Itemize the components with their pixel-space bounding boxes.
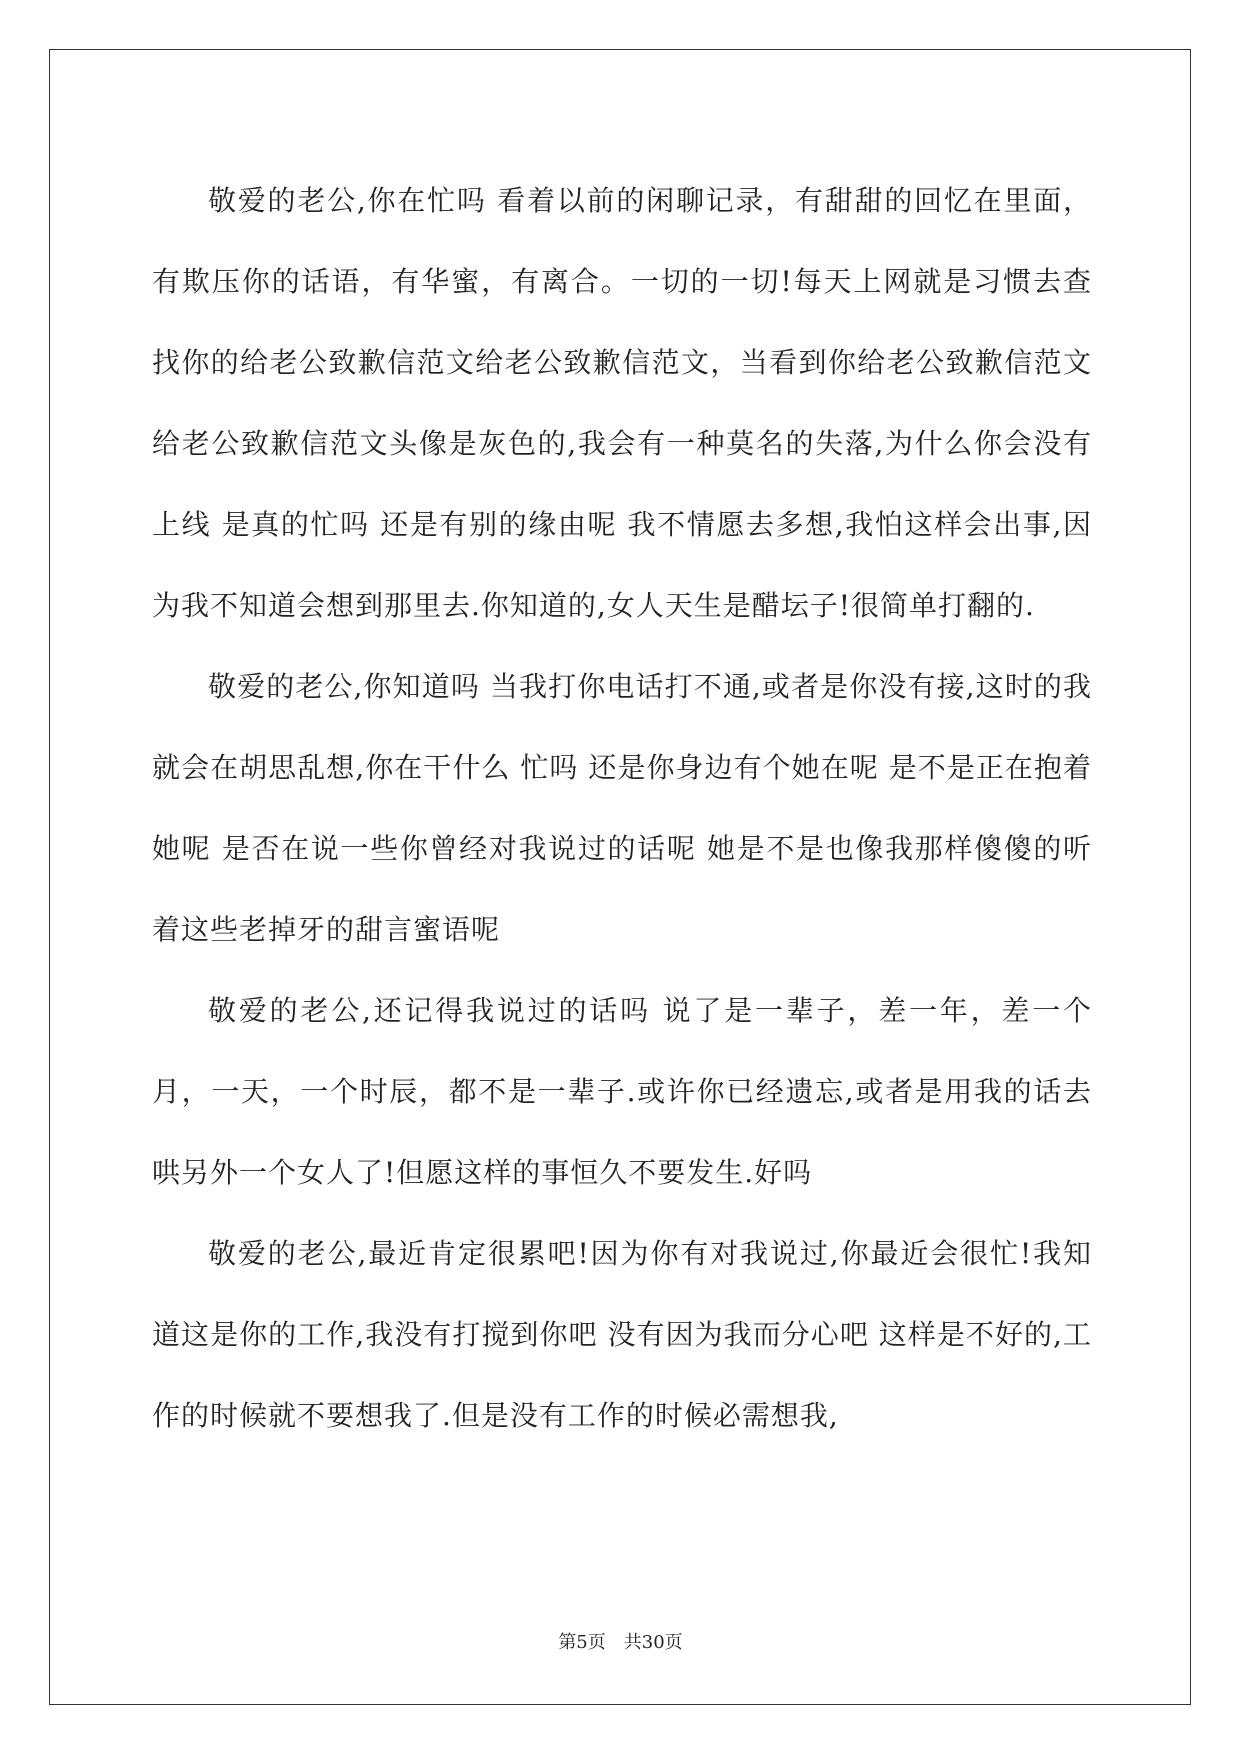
paragraph: 敬爱的老公,最近肯定很累吧!因为你有对我说过,你最近会很忙!我知道这是你的工作,我没有打搅到你吧 没有因为我而分心吧 这样是不好的,工作的时候就不要想我了.但是没有工作的时候必需想我, <box>152 1237 1092 1432</box>
page-number: 第5页 <box>558 1632 606 1653</box>
page-total: 共30页 <box>623 1632 683 1653</box>
paragraph: 敬爱的老公,还记得我说过的话吗 说了是一辈子，差一年，差一个月，一天，一个时辰，都不是一辈子.或许你已经遗忘,或者是用我的话去哄另外一个女人了!但愿这样的事恒久不要发生.好吗 <box>152 994 1092 1189</box>
page-footer <box>0 1628 1241 1654</box>
document-body <box>152 160 1092 1456</box>
paragraph: 敬爱的老公,你知道吗 当我打你电话打不通,或者是你没有接,这时的我就会在胡思乱想,你在干什么 忙吗 还是你身边有个她在呢 是不是正在抱着她呢 是否在说一些你曾经对我说过的话呢 她是不是也像我那样傻傻的听着这些老掉牙的甜言蜜语呢 <box>152 670 1092 946</box>
paragraph: 敬爱的老公,你在忙吗 看着以前的闲聊记录，有甜甜的回忆在里面，有欺压你的话语，有华蜜，有离合。一切的一切!每天上网就是习惯去查找你的给老公致歉信范文给老公致歉信范文，当看到你给老公致歉信范文给老公致歉信范文头像是灰色的,我会有一种莫名的失落,为什么你会没有上线 是真的忙吗 还是有别的缘由呢 我不情愿去多想,我怕这样会出事,因为我不知道会想到那里去.你知道的,女人天生是醋坛子!很简单打翻的. <box>152 184 1092 622</box>
